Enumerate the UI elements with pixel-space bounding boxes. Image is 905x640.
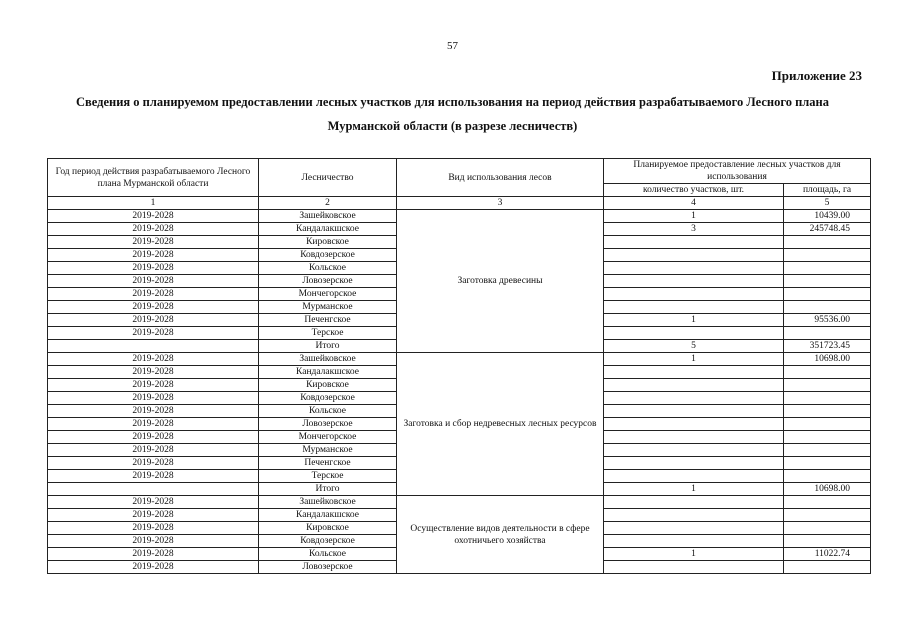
year-cell: 2019-2028 [48, 431, 259, 444]
year-cell: 2019-2028 [48, 561, 259, 574]
year-cell: 2019-2028 [48, 288, 259, 301]
year-cell: 2019-2028 [48, 353, 259, 366]
column-number: 1 [48, 197, 259, 210]
column-number: 5 [784, 197, 871, 210]
area-cell [784, 301, 871, 314]
year-cell: 2019-2028 [48, 327, 259, 340]
header-count: количество участков, шт. [604, 184, 784, 197]
year-cell [48, 340, 259, 353]
count-cell [604, 236, 784, 249]
document-title [40, 90, 865, 138]
forestry-cell: Зашейковское [259, 353, 397, 366]
year-cell: 2019-2028 [48, 379, 259, 392]
count-cell [604, 262, 784, 275]
use-type-cell: Заготовка и сбор недревесных лесных ресурсов [397, 353, 604, 496]
total-area: 351723.45 [784, 340, 871, 353]
count-cell [604, 444, 784, 457]
forestry-cell: Мончегорское [259, 288, 397, 301]
header-planned: Планируемое предоставление лесных участков для использования [604, 159, 871, 184]
area-cell [784, 288, 871, 301]
forestry-cell: Печенгское [259, 457, 397, 470]
count-cell [604, 535, 784, 548]
forestry-cell: Зашейковское [259, 496, 397, 509]
header-use-type: Вид использования лесов [397, 159, 604, 197]
count-cell [604, 405, 784, 418]
column-number: 4 [604, 197, 784, 210]
page-number: 57 [447, 40, 458, 52]
count-cell [604, 431, 784, 444]
forestry-cell: Кировское [259, 522, 397, 535]
column-number: 2 [259, 197, 397, 210]
year-cell: 2019-2028 [48, 275, 259, 288]
year-cell: 2019-2028 [48, 366, 259, 379]
area-cell [784, 418, 871, 431]
total-label: Итого [259, 340, 397, 353]
year-cell: 2019-2028 [48, 496, 259, 509]
area-cell [784, 561, 871, 574]
count-cell [604, 366, 784, 379]
table-row [48, 496, 871, 509]
area-cell: 10698.00 [784, 353, 871, 366]
area-cell [784, 457, 871, 470]
year-cell: 2019-2028 [48, 470, 259, 483]
year-cell: 2019-2028 [48, 236, 259, 249]
area-cell [784, 405, 871, 418]
year-cell: 2019-2028 [48, 457, 259, 470]
forestry-cell: Терское [259, 327, 397, 340]
count-cell [604, 392, 784, 405]
count-cell [604, 275, 784, 288]
area-cell: 95536.00 [784, 314, 871, 327]
year-cell: 2019-2028 [48, 223, 259, 236]
year-cell: 2019-2028 [48, 418, 259, 431]
count-cell [604, 509, 784, 522]
table-row [48, 353, 871, 366]
forestry-cell: Кандалакшское [259, 366, 397, 379]
forestry-cell: Кольское [259, 262, 397, 275]
year-cell [48, 483, 259, 496]
area-cell [784, 366, 871, 379]
forestry-cell: Кировское [259, 236, 397, 249]
forestry-cell: Ловозерское [259, 418, 397, 431]
column-number: 3 [397, 197, 604, 210]
total-count: 5 [604, 340, 784, 353]
count-cell: 1 [604, 548, 784, 561]
forestry-cell: Ловозерское [259, 275, 397, 288]
title-line-1: Сведения о планируемом предоставлении лесных участков для использования на период действия разрабатываемого Лесного плана [75, 95, 829, 109]
count-cell [604, 522, 784, 535]
year-cell: 2019-2028 [48, 509, 259, 522]
forestry-cell: Ловозерское [259, 561, 397, 574]
area-cell [784, 444, 871, 457]
forestry-cell: Ковдозерское [259, 392, 397, 405]
year-cell: 2019-2028 [48, 249, 259, 262]
year-cell: 2019-2028 [48, 210, 259, 223]
year-cell: 2019-2028 [48, 548, 259, 561]
year-cell: 2019-2028 [48, 314, 259, 327]
count-cell [604, 301, 784, 314]
use-type-cell: Заготовка древесины [397, 210, 604, 353]
area-cell [784, 275, 871, 288]
table-row [48, 210, 871, 223]
header-period: Год период действия разрабатываемого Лесного плана Мурманской области [48, 159, 259, 197]
count-cell [604, 496, 784, 509]
year-cell: 2019-2028 [48, 405, 259, 418]
appendix-label: Приложение 23 [771, 68, 862, 83]
forestry-cell: Ковдозерское [259, 249, 397, 262]
year-cell: 2019-2028 [48, 392, 259, 405]
forestry-cell: Мончегорское [259, 431, 397, 444]
area-cell [784, 379, 871, 392]
count-cell [604, 561, 784, 574]
year-cell: 2019-2028 [48, 444, 259, 457]
area-cell [784, 431, 871, 444]
area-cell [784, 522, 871, 535]
area-cell: 11022.74 [784, 548, 871, 561]
area-cell [784, 470, 871, 483]
use-type-cell: Осуществление видов деятельности в сфере охотничьего хозяйства [397, 496, 604, 574]
forestry-cell: Кандалакшское [259, 223, 397, 236]
year-cell: 2019-2028 [48, 262, 259, 275]
header-area: площадь, га [784, 184, 871, 197]
area-cell [784, 496, 871, 509]
area-cell [784, 509, 871, 522]
count-cell [604, 457, 784, 470]
forestry-cell: Кировское [259, 379, 397, 392]
forest-allocation-table [47, 158, 871, 574]
count-cell [604, 418, 784, 431]
header-forestry: Лесничество [259, 159, 397, 197]
area-cell [784, 392, 871, 405]
count-cell [604, 327, 784, 340]
total-area: 10698.00 [784, 483, 871, 496]
count-cell: 1 [604, 210, 784, 223]
total-count: 1 [604, 483, 784, 496]
forestry-cell: Терское [259, 470, 397, 483]
count-cell: 1 [604, 353, 784, 366]
forestry-cell: Печенгское [259, 314, 397, 327]
area-cell [784, 249, 871, 262]
area-cell [784, 327, 871, 340]
area-cell [784, 236, 871, 249]
forestry-cell: Кольское [259, 548, 397, 561]
year-cell: 2019-2028 [48, 301, 259, 314]
count-cell [604, 470, 784, 483]
forestry-cell: Ковдозерское [259, 535, 397, 548]
forestry-cell: Мурманское [259, 301, 397, 314]
forestry-cell: Зашейковское [259, 210, 397, 223]
count-cell [604, 379, 784, 392]
area-cell: 10439.00 [784, 210, 871, 223]
count-cell: 1 [604, 314, 784, 327]
year-cell: 2019-2028 [48, 535, 259, 548]
count-cell [604, 249, 784, 262]
area-cell [784, 262, 871, 275]
year-cell: 2019-2028 [48, 522, 259, 535]
forestry-cell: Мурманское [259, 444, 397, 457]
area-cell [784, 535, 871, 548]
count-cell: 3 [604, 223, 784, 236]
forestry-cell: Кольское [259, 405, 397, 418]
forestry-cell: Кандалакшское [259, 509, 397, 522]
area-cell: 245748.45 [784, 223, 871, 236]
title-line-2: Мурманской области (в разрезе лесничеств) [327, 119, 578, 133]
count-cell [604, 288, 784, 301]
total-label: Итого [259, 483, 397, 496]
